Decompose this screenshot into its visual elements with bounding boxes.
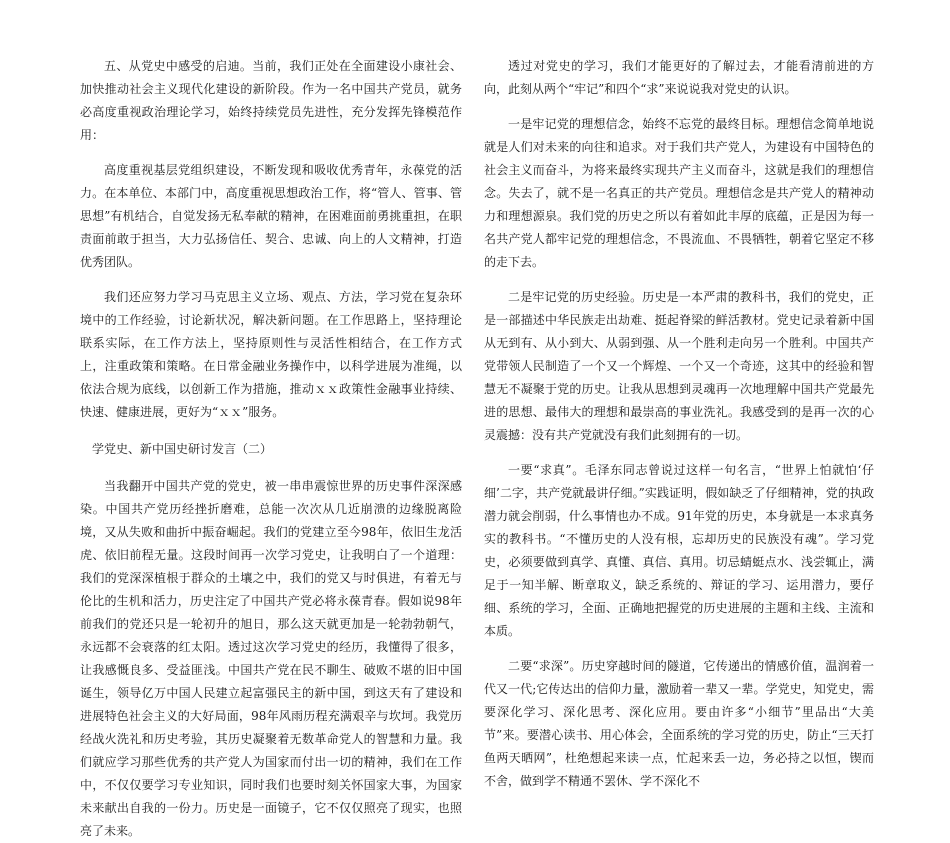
paragraph: 二要“求深”。历史穿越时间的隧道，它传递出的情感价值，温润着一代又一代;它传达出的信仰力量，激励着一辈又一辈。学党史，知党史，需要深化学习、深化思考、深化应用。要由许多“小细节”里品出“大美节”来。要潜心读书、用心体会，全面系统的学习党的历史，防止“三天打鱼两天晒网”，杜绝想起来读一点，忙起来丢一边，务必持之以恒，锲而不舍，做到学不精通不罢休、学不深化不 [484, 659, 874, 788]
paragraph: 二是牢记党的历史经验。历史是一本严肃的教科书，我们的党史，正是一部描述中华民族走出劫难、挺起脊梁的鲜活教材。党史记录着新中国从无到有、从小到大、从弱到强、从一个胜利走向另一个胜利。中国共产党带领人民制造了一个又一个辉煌、一个又一个奇迹，这其中的经验和智慧无不凝聚于党的历史。让我从思想到灵魂再一次地理解中国共产党最先进的思想、最伟大的理想和最崇高的事业洗礼。我感受到的是再一次的心灵震撼：没有共产党就没有我们此刻拥有的一切。 [484, 290, 874, 442]
paragraph: 五、从党史中感受的启迪。当前，我们正处在全面建设小康社会、加快推动社会主义现代化建设的新阶段。作为一名中国共产党员，就务必高度重视政治理论学习，始终持续党员先进性，充分发挥先锋模范作用： [80, 59, 462, 142]
paragraph: 高度重视基层党组织建设，不断发现和吸收优秀青年，永葆党的活力。在本单位、本部门中，高度重视思想政治工作，将“管人、管事、管思想”有机结合，自觉发扬无私奉献的精神，在困难面前勇挑重担，在职责面前敢于担当，大力弘扬信任、契合、忠诚、向上的人文精神，打造优秀团队。 [80, 163, 462, 269]
paragraph: 当我翻开中国共产党的党史，被一串串震惊世界的历史事件深深感染。中国共产党历经挫折磨难，总能一次次从几近崩溃的边缘脱离险境，又从失败和曲折中振奋崛起。我们的党建立至今98年，依旧生龙活虎、依旧前程无量。这段时间再一次学习党史，让我明白了一个道理：我们的党深深植根于群众的土壤之中，我们的党又与时俱进，有着无与伦比的生机和活力，历史注定了中国共产党必将永葆青春。假如说98年前我们的党还只是一轮初升的旭日，那么这天就更加是一轮勃勃朝气，永远都不会衰落的红太阳。透过这次学习党史的经历，我懂得了很多，让我感慨良多、受益匪浅。中国共产党在民不聊生、破败不堪的旧中国诞生，领导亿万中国人民建立起富强民主的新中国，到这天有了建设和进展特色社会主义的大好局面，98年风雨历程充满艰辛与坎坷。我党历经战火洗礼和历史考验，其历史凝聚着无数革命党人的智慧和力量。我们就应学习那些优秀的共产党人为国家而付出一切的精神，我们在工作中，不仅仅要学习专业知识，同时我们也要时刻关怀国家大事，为国家未来献出自我的一份力。历史是一面镜子，它不仅仅照亮了现实，也照亮了未来。 [80, 479, 462, 838]
paragraph: 透过对党史的学习，我们才能更好的了解过去，才能看清前进的方向，此刻从两个“牢记”和四个“求”来说说我对党史的认识。 [484, 59, 874, 96]
paragraph: 一是牢记党的理想信念，始终不忘党的最终目标。理想信念简单地说就是人们对未来的向往和追求。对于我们共产党人，为建设有中国特色的社会主义而奋斗，为将来最终实现共产主义而奋斗，这就是我们的理想信念。失去了，就不是一名真正的共产党员。理想信念是共产党人的精神动力和理想源泉。我们党的历史之所以有着如此丰厚的底蕴，正是因为每一名共产党人都牢记党的理想信念，不畏流血、不畏牺牲，朝着它坚定不移的走下去。 [484, 117, 874, 269]
left-column [80, 55, 462, 843]
section-heading: 学党史、新中国史研讨发言（二） [92, 442, 273, 456]
right-column [484, 55, 874, 793]
paragraph: 我们还应努力学习马克思主义立场、观点、方法，学习党在复杂环境中的工作经验，讨论新状况，解决新问题。在工作思路上，坚持理论联系实际，在工作方法上，坚持原则性与灵活性相结合，在工作方式上，注重政策和策略。在日常金融业务操作中，以科学进展为准绳，以依法合规为底线，以创新工作为措施，推动ｘｘ政策性金融事业持续、快速、健康进展，更好为“ｘｘ”服务。 [80, 290, 462, 419]
paragraph: 一要“求真”。毛泽东同志曾说过这样一句名言，“世界上怕就怕‘仔细’二字，共产党就最讲仔细。”实践证明，假如缺乏了仔细精神，党的执政潜力就会削弱，什么事情也办不成。91年党的历史，本身就是一本求真务实的教科书。“不懂历史的人没有根，忘却历史的民族没有魂”。学习党史，必须要做到真学、真懂、真信、真用。切忌蜻蜓点水、浅尝辄止，满足于一知半解、断章取义，缺乏系统的、辩证的学习、运用潜力，要仔细、系统的学习，全面、正确地把握党的历史进展的主题和主线、主流和本质。 [484, 463, 874, 638]
